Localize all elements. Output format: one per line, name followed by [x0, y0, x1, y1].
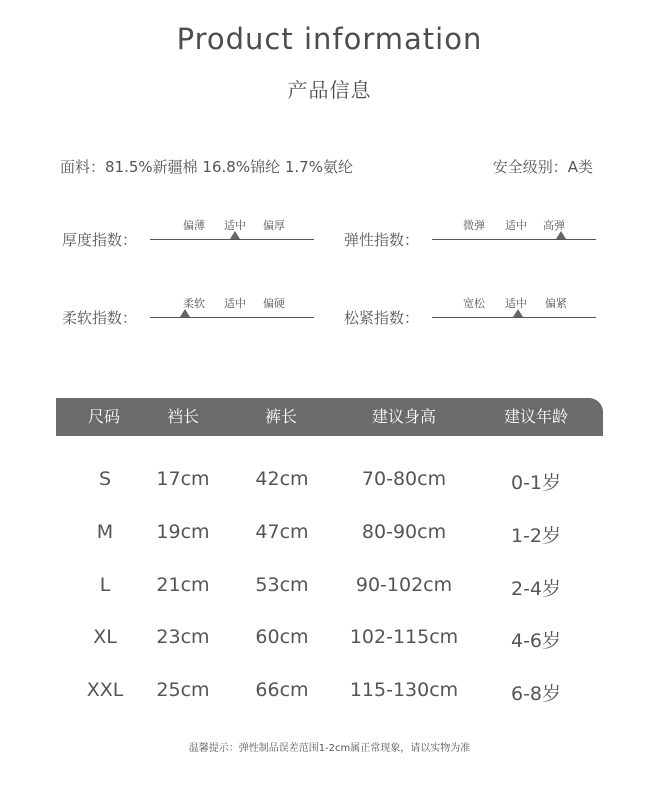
cell-height: 70-80cm — [361, 468, 447, 490]
footer-note: 温馨提示：弹性制品误差范围1-2cm属正常现象，请以实物为准 — [188, 743, 471, 754]
page-title-cn: 产品信息 — [287, 78, 372, 102]
tightness-option-3: 偏紧 — [545, 297, 567, 310]
cell-pants-length: 53cm — [255, 574, 309, 596]
softness-label: 柔软指数： — [62, 309, 138, 327]
tightness-option-1: 宽松 — [463, 297, 485, 310]
thickness-index — [62, 217, 322, 257]
thickness-marker — [230, 231, 240, 239]
header-crotch-length: 裆长 — [166, 407, 200, 426]
elasticity-option-1: 微弹 — [463, 219, 485, 232]
tightness-line — [432, 317, 596, 318]
softness-index — [62, 295, 322, 335]
cell-age: 1-2岁 — [510, 525, 562, 547]
cell-pants-length: 42cm — [255, 468, 309, 490]
thickness-option-1: 偏薄 — [183, 219, 205, 232]
header-age: 建议年龄 — [503, 407, 569, 426]
cell-height: 80-90cm — [361, 521, 447, 543]
cell-crotch-length: 19cm — [156, 521, 210, 543]
softness-option-1: 柔软 — [183, 297, 205, 310]
softness-scale — [150, 295, 314, 325]
fabric-composition: 面料：81.5%新疆棉 16.8%锦纶 1.7%氨纶 — [60, 158, 353, 176]
softness-option-2: 适中 — [224, 297, 246, 310]
page-title-en: Product information — [176, 22, 483, 56]
cell-crotch-length: 21cm — [156, 574, 210, 596]
table-row — [56, 679, 603, 709]
softness-line — [150, 317, 314, 318]
header-size: 尺码 — [87, 407, 121, 426]
thickness-label: 厚度指数： — [62, 231, 138, 249]
tightness-option-2: 适中 — [505, 297, 527, 310]
cell-size: L — [99, 574, 111, 596]
size-table-header — [56, 398, 603, 436]
cell-pants-length: 60cm — [255, 626, 309, 648]
cell-height: 102-115cm — [349, 626, 459, 648]
thickness-option-2: 适中 — [224, 219, 246, 232]
cell-pants-length: 47cm — [255, 521, 309, 543]
cell-crotch-length: 25cm — [156, 679, 210, 701]
cell-age: 4-6岁 — [510, 630, 562, 652]
cell-height: 90-102cm — [355, 574, 453, 596]
cell-crotch-length: 17cm — [156, 468, 210, 490]
header-height: 建议身高 — [371, 407, 437, 426]
cell-height: 115-130cm — [349, 679, 459, 701]
elasticity-index — [344, 217, 604, 257]
cell-size: XL — [93, 626, 117, 648]
cell-pants-length: 66cm — [255, 679, 309, 701]
table-row — [56, 468, 603, 498]
elasticity-line — [432, 239, 596, 240]
thickness-line — [150, 239, 314, 240]
thickness-option-3: 偏厚 — [263, 219, 285, 232]
tightness-scale — [432, 295, 596, 325]
cell-size: XXL — [86, 679, 124, 701]
softness-option-3: 偏硬 — [263, 297, 285, 310]
elasticity-option-3: 高弹 — [543, 219, 565, 232]
tightness-label: 松紧指数： — [344, 309, 420, 327]
table-row — [56, 521, 603, 551]
softness-marker — [180, 309, 190, 317]
tightness-index — [344, 295, 604, 335]
cell-age: 6-8岁 — [510, 683, 562, 705]
cell-size: M — [96, 521, 114, 543]
elasticity-scale — [432, 217, 596, 247]
tightness-marker — [513, 309, 523, 317]
cell-age: 0-1岁 — [510, 472, 562, 494]
cell-size: S — [98, 468, 112, 490]
thickness-scale — [150, 217, 314, 247]
cell-age: 2-4岁 — [510, 578, 562, 600]
safety-level: 安全级别：A类 — [492, 158, 593, 176]
elasticity-marker — [556, 231, 566, 239]
cell-crotch-length: 23cm — [156, 626, 210, 648]
elasticity-label: 弹性指数： — [344, 231, 420, 249]
elasticity-option-2: 适中 — [505, 219, 527, 232]
header-pants-length: 裤长 — [264, 407, 298, 426]
table-row — [56, 574, 603, 604]
table-row — [56, 626, 603, 656]
